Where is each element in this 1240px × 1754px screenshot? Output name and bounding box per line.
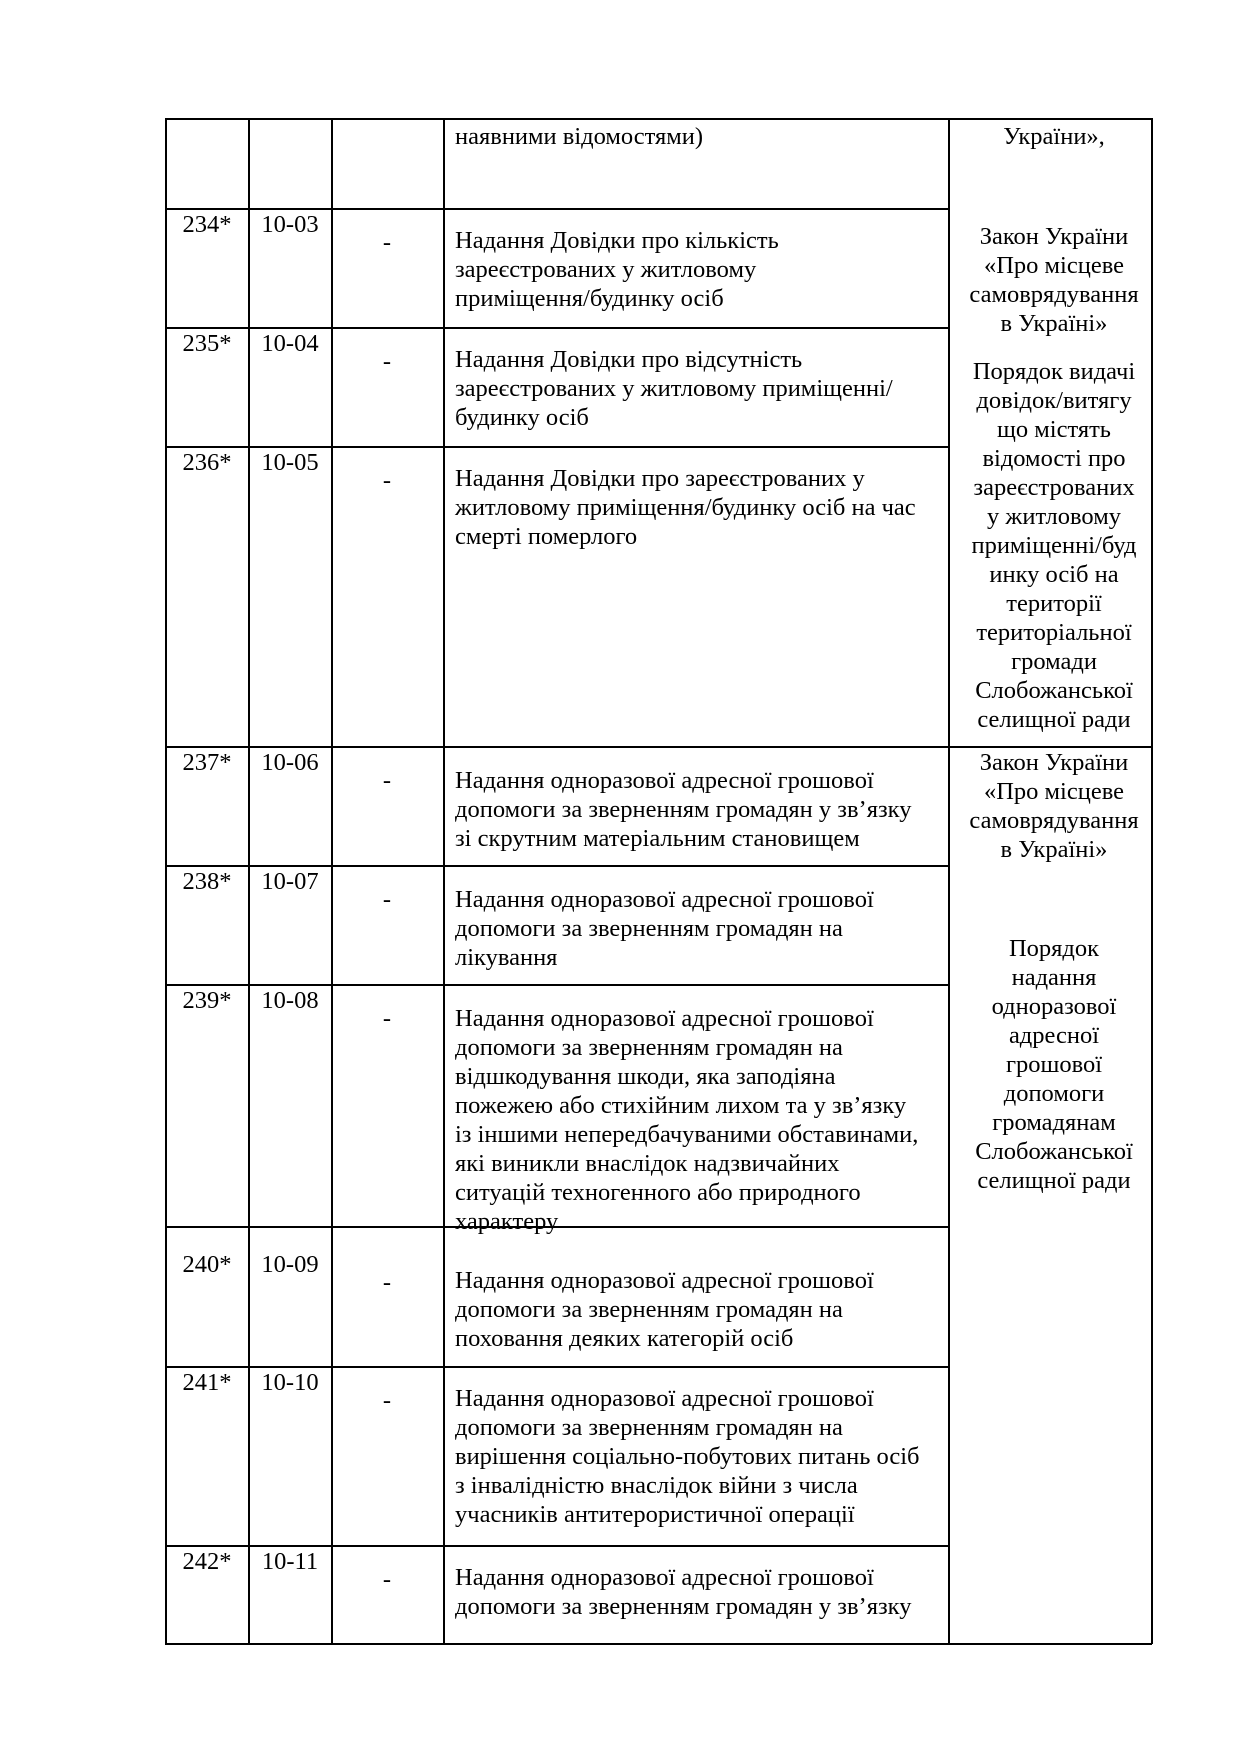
service-code: 10-05: [261, 449, 319, 476]
legal-basis-law: Закон України «Про місцеве самоврядування в Україні»: [969, 749, 1139, 863]
row-number: 241*: [182, 1369, 232, 1396]
service-description: Надання одноразової адресної грошової допомоги за зверненням громадян на поховання деяких категорій осіб: [455, 1267, 874, 1352]
row-number: 242*: [182, 1548, 232, 1575]
row-number: 239*: [182, 987, 232, 1014]
row-number: 238*: [182, 868, 232, 895]
row-mark: -: [382, 1566, 392, 1593]
service-code: 10-06: [261, 749, 319, 776]
service-code: 10-11: [261, 1548, 319, 1575]
service-description: Надання Довідки про зареєстрованих у житловому приміщення/будинку осіб на час смерті померлого: [455, 465, 916, 550]
service-description: Надання одноразової адресної грошової допомоги за зверненням громадян у зв’язку зі скрутним матеріальним становищем: [455, 767, 912, 852]
legal-basis-continuation: України»,: [1003, 123, 1105, 150]
row-mark: -: [382, 1269, 392, 1296]
row-number: 236*: [182, 449, 232, 476]
row-number: 235*: [182, 330, 232, 357]
row-number: 240*: [182, 1251, 232, 1278]
row-mark: -: [382, 348, 392, 375]
continuation-text: наявними відомостями): [455, 123, 704, 150]
row-mark: -: [382, 1387, 392, 1414]
service-description: Надання Довідки про відсутність зареєстрованих у житловому приміщенні/ будинку осіб: [455, 346, 893, 431]
row-mark: -: [382, 467, 392, 494]
service-code: 10-09: [261, 1251, 319, 1278]
service-description: Надання одноразової адресної грошової допомоги за зверненням громадян у зв’язку: [455, 1564, 912, 1620]
legal-basis-procedure: Порядок надання одноразової адресної грошової допомоги громадянам Слобожанської селищної ради: [975, 935, 1133, 1194]
service-code: 10-08: [261, 987, 319, 1014]
service-code: 10-07: [261, 868, 319, 895]
row-number: 237*: [182, 749, 232, 776]
service-code: 10-10: [261, 1369, 319, 1396]
service-description: Надання Довідки про кількість зареєстрованих у житловому приміщення/будинку осіб: [455, 227, 779, 312]
row-mark: -: [382, 886, 392, 913]
service-description: Надання одноразової адресної грошової допомоги за зверненням громадян на вирішення соціально-побутових питань осіб з інвалідністю внаслідок війни з числа учасників антитерористичної операції: [455, 1385, 920, 1528]
row-mark: -: [382, 1005, 392, 1032]
service-description: Надання одноразової адресної грошової допомоги за зверненням громадян на лікування: [455, 886, 874, 971]
row-mark: -: [382, 229, 392, 256]
row-mark: -: [382, 767, 392, 794]
service-description: Надання одноразової адресної грошової допомоги за зверненням громадян на відшкодування шкоди, яка заподіяна пожежею або стихійним лихом та у зв’язку із іншими непередбачуваними обставинами, які виникли внаслідок надзвичайних ситуацій техногенного або природного характеру: [455, 1005, 919, 1235]
legal-basis-procedure: Порядок видачі довідок/витягу що містять відомості про зареєстрованих у житловому приміщенні/буд инку осіб на території територіальної громади Слобожанської селищної ради: [971, 358, 1137, 733]
service-code: 10-04: [261, 330, 319, 357]
service-code: 10-03: [261, 211, 319, 238]
legal-basis-law: Закон України «Про місцеве самоврядування в Україні»: [969, 223, 1139, 337]
row-number: 234*: [182, 211, 232, 238]
